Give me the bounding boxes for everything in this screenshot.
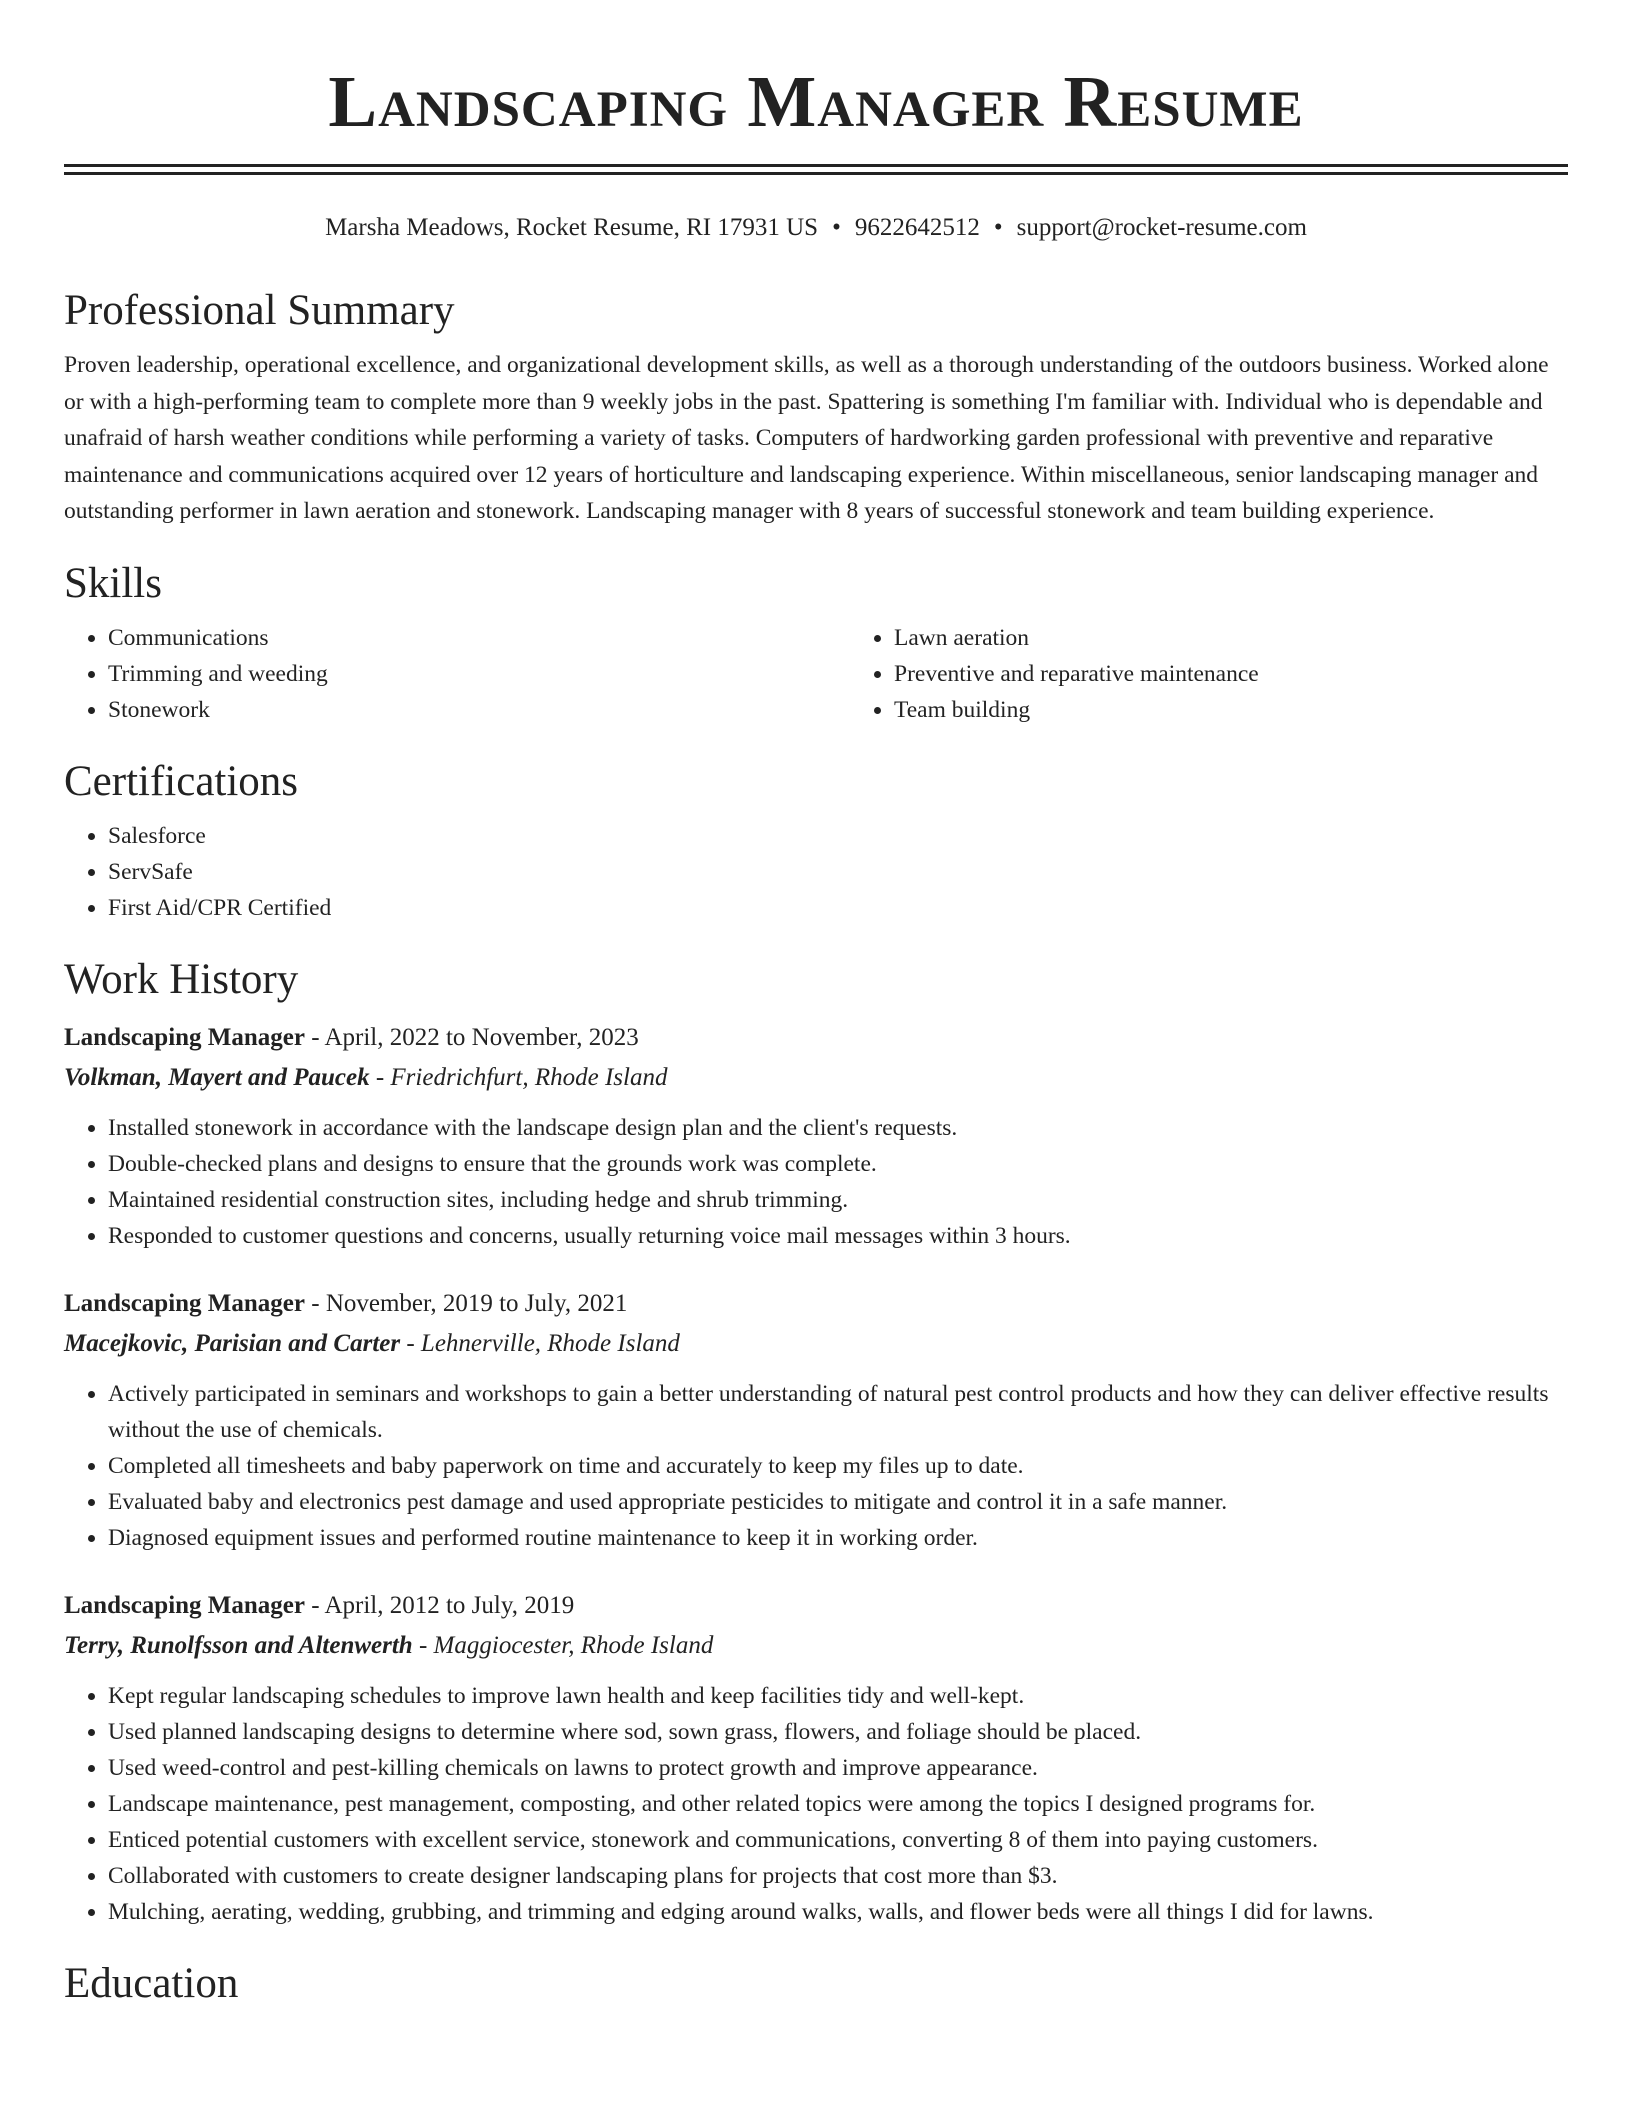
skills-section bbox=[64, 558, 1568, 728]
contact-separator: • bbox=[832, 214, 841, 241]
job-bullets bbox=[64, 1110, 1568, 1254]
skills-heading: Skills bbox=[64, 559, 162, 607]
contact-address: Marsha Meadows, Rocket Resume, RI 17931 US bbox=[325, 214, 819, 241]
job-entry bbox=[64, 1018, 1568, 1254]
summary-section bbox=[64, 285, 1568, 530]
job-location: - Maggiocester, Rhode Island bbox=[412, 1631, 714, 1659]
skills-columns bbox=[64, 620, 1568, 728]
certification-item: • First Aid/CPR Certified bbox=[108, 890, 1568, 926]
job-bullets bbox=[64, 1678, 1568, 1930]
job-entry bbox=[64, 1284, 1568, 1556]
job-bullet: • Diagnosed equipment issues and performed routine maintenance to keep it in working order. bbox=[108, 1520, 1568, 1556]
resume-title: Landscaping Manager Resume bbox=[328, 61, 1304, 142]
job-bullets bbox=[64, 1376, 1568, 1556]
job-title: Landscaping Manager bbox=[64, 1591, 306, 1619]
job-location: - Friedrichfurt, Rhode Island bbox=[369, 1063, 668, 1091]
skill-item: • Team building bbox=[894, 692, 1259, 728]
job-title-line bbox=[64, 1284, 1568, 1324]
job-company-line bbox=[64, 1324, 1568, 1364]
job-title-line bbox=[64, 1586, 1568, 1626]
title-double-rule bbox=[64, 164, 1568, 175]
skill-item: • Lawn aeration bbox=[894, 620, 1259, 656]
summary-text: Proven leadership, operational excellence, and organizational development skills, as well as a thorough understanding of the outdoors business. Worked alone or with a high-performing team to complete more than 9 weekly jobs in the past. Spattering is something I'm familiar with. Individual who is dependable and unafraid of harsh weather conditions while performing a variety of tasks. Computers of hardworking garden professional with preventive and reparative maintenance and communications acquired over 12 years of horticulture and landscaping experience. Within miscellaneous, senior landscaping manager and outstanding performer in lawn aeration and stonework. Landscaping manager with 8 years of successful stonework and team building experience. bbox=[64, 352, 1549, 524]
job-title: Landscaping Manager bbox=[64, 1023, 306, 1051]
job-bullet: • Actively participated in seminars and workshops to gain a better understanding of natural pest control products and how they can deliver effective results without the use of chemicals. bbox=[108, 1376, 1568, 1448]
job-bullet: • Landscape maintenance, pest management, composting, and other related topics were among the topics I designed programs for. bbox=[108, 1786, 1568, 1822]
certifications-list bbox=[64, 818, 1568, 926]
contact-email[interactable]: support@rocket-resume.com bbox=[1016, 214, 1307, 241]
job-company-line bbox=[64, 1626, 1568, 1666]
job-company: Volkman, Mayert and Paucek bbox=[64, 1063, 370, 1091]
job-bullet: • Used planned landscaping designs to determine where sod, sown grass, flowers, and foliage should be placed. bbox=[108, 1714, 1568, 1750]
job-dates: - April, 2022 to November, 2023 bbox=[305, 1023, 639, 1051]
job-bullet: • Completed all timesheets and baby paperwork on time and accurately to keep my files up to date. bbox=[108, 1448, 1568, 1484]
certification-item: • Salesforce bbox=[108, 818, 1568, 854]
certifications-section bbox=[64, 756, 1568, 926]
job-bullet: • Used weed-control and pest-killing chemicals on lawns to protect growth and improve appearance. bbox=[108, 1750, 1568, 1786]
skill-item: • Communications bbox=[108, 620, 850, 656]
job-company: Terry, Runolfsson and Altenwerth bbox=[64, 1631, 413, 1659]
certifications-heading: Certifications bbox=[64, 757, 299, 805]
job-location: - Lehnerville, Rhode Island bbox=[400, 1329, 680, 1357]
job-bullet: • Enticed potential customers with excellent service, stonework and communications, converting 8 of them into paying customers. bbox=[108, 1822, 1568, 1858]
job-dates: - November, 2019 to July, 2021 bbox=[305, 1289, 628, 1317]
job-title-line bbox=[64, 1018, 1568, 1058]
education-section bbox=[64, 1958, 1568, 2010]
job-company-line bbox=[64, 1058, 1568, 1098]
job-bullet: • Maintained residential construction sites, including hedge and shrub trimming. bbox=[108, 1182, 1568, 1218]
job-bullet: • Collaborated with customers to create designer landscaping plans for projects that cost more than $3. bbox=[108, 1858, 1568, 1894]
education-heading: Education bbox=[64, 1959, 239, 2007]
job-bullet: • Evaluated baby and electronics pest damage and used appropriate pesticides to mitigate and control it in a safe manner. bbox=[108, 1484, 1568, 1520]
job-company: Macejkovic, Parisian and Carter bbox=[64, 1329, 401, 1357]
job-title: Landscaping Manager bbox=[64, 1289, 306, 1317]
skills-list-right bbox=[850, 620, 1259, 728]
certification-item: • ServSafe bbox=[108, 854, 1568, 890]
contact-separator: • bbox=[993, 214, 1003, 241]
summary-heading: Professional Summary bbox=[64, 287, 455, 334]
contact-phone: 9622642512 bbox=[854, 214, 980, 241]
skill-item: • Preventive and reparative maintenance bbox=[894, 656, 1259, 692]
job-bullet: • Responded to customer questions and concerns, usually returning voice mail messages within 3 hours. bbox=[108, 1218, 1568, 1254]
job-bullet: • Mulching, aerating, wedding, grubbing, and trimming and edging around walks, walls, and flower beds were all things I did for lawns. bbox=[108, 1894, 1568, 1930]
skill-item: • Trimming and weeding bbox=[108, 656, 850, 692]
job-entry bbox=[64, 1586, 1568, 1930]
work-history-section bbox=[64, 954, 1568, 1930]
work-history-heading: Work History bbox=[64, 955, 299, 1003]
job-bullet: • Double-checked plans and designs to ensure that the grounds work was complete. bbox=[108, 1146, 1568, 1182]
job-bullet: • Kept regular landscaping schedules to improve lawn health and keep facilities tidy and well-kept. bbox=[108, 1678, 1568, 1714]
skill-item: • Stonework bbox=[108, 692, 850, 728]
job-bullet: • Installed stonework in accordance with the landscape design plan and the client's requests. bbox=[108, 1110, 1568, 1146]
contact-line bbox=[64, 211, 1568, 245]
job-dates: - April, 2012 to July, 2019 bbox=[305, 1591, 575, 1619]
skills-list-left bbox=[64, 620, 850, 728]
